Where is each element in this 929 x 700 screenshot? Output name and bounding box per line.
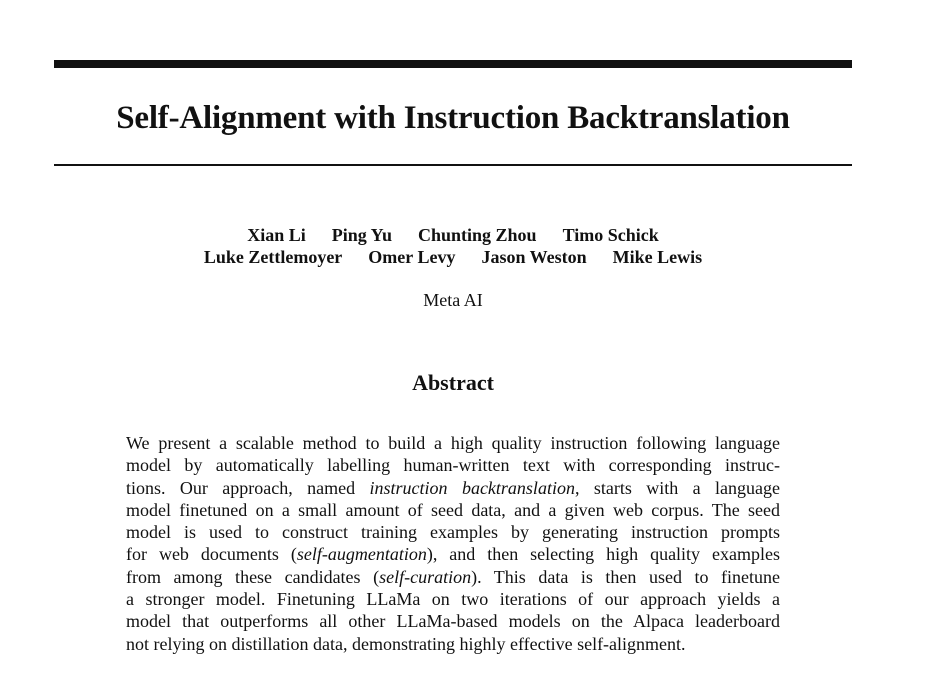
abstract-line: model that outperforms all other LLaMa-based models on the Alpaca leaderboard — [126, 611, 780, 632]
abstract-emphasis: self-augmentation — [296, 544, 427, 565]
abstract-line: from among these candidates (self-curation). This data is then used to finetune — [126, 566, 780, 587]
author-name: Mike Lewis — [612, 247, 703, 267]
affiliation: Meta AI — [423, 290, 483, 310]
abstract-line: model by automatically labelling human-written text with corresponding instruc- — [126, 455, 780, 476]
top-rule — [54, 60, 852, 68]
abstract-heading: Abstract — [412, 370, 494, 395]
abstract-line: for web documents (self-augmentation), and then selecting high quality examples — [126, 544, 780, 565]
abstract-line: not relying on distillation data, demonstrating highly effective self-alignment. — [126, 633, 686, 654]
author-name: Ping Yu — [331, 225, 392, 245]
bottom-rule — [54, 164, 852, 166]
abstract-body — [126, 432, 780, 655]
author-name: Jason Weston — [481, 247, 587, 267]
author-name: Omer Levy — [368, 247, 456, 267]
abstract-line: a stronger model. Finetuning LLaMa on two iterations of our approach yields a — [126, 589, 780, 610]
paper-title: Self-Alignment with Instruction Backtranslation — [116, 100, 790, 136]
author-name: Xian Li — [247, 225, 306, 245]
author-list-row-2 — [54, 246, 852, 268]
abstract-line: model is used to construct training examples by generating instruction prompts — [126, 522, 780, 543]
author-name: Chunting Zhou — [417, 225, 537, 245]
abstract-line: We present a scalable method to build a high quality instruction following language — [126, 433, 780, 453]
abstract-emphasis: self-curation — [379, 566, 472, 587]
author-name: Luke Zettlemoyer — [203, 247, 343, 267]
abstract-line: model finetuned on a small amount of seed data, and a given web corpus. The seed — [126, 499, 780, 520]
abstract-line: tions. Our approach, named instruction backtranslation, starts with a language — [126, 477, 780, 498]
abstract-emphasis: instruction backtranslation — [369, 477, 575, 498]
author-name: Timo Schick — [562, 225, 659, 245]
author-list-row-1 — [54, 224, 852, 246]
